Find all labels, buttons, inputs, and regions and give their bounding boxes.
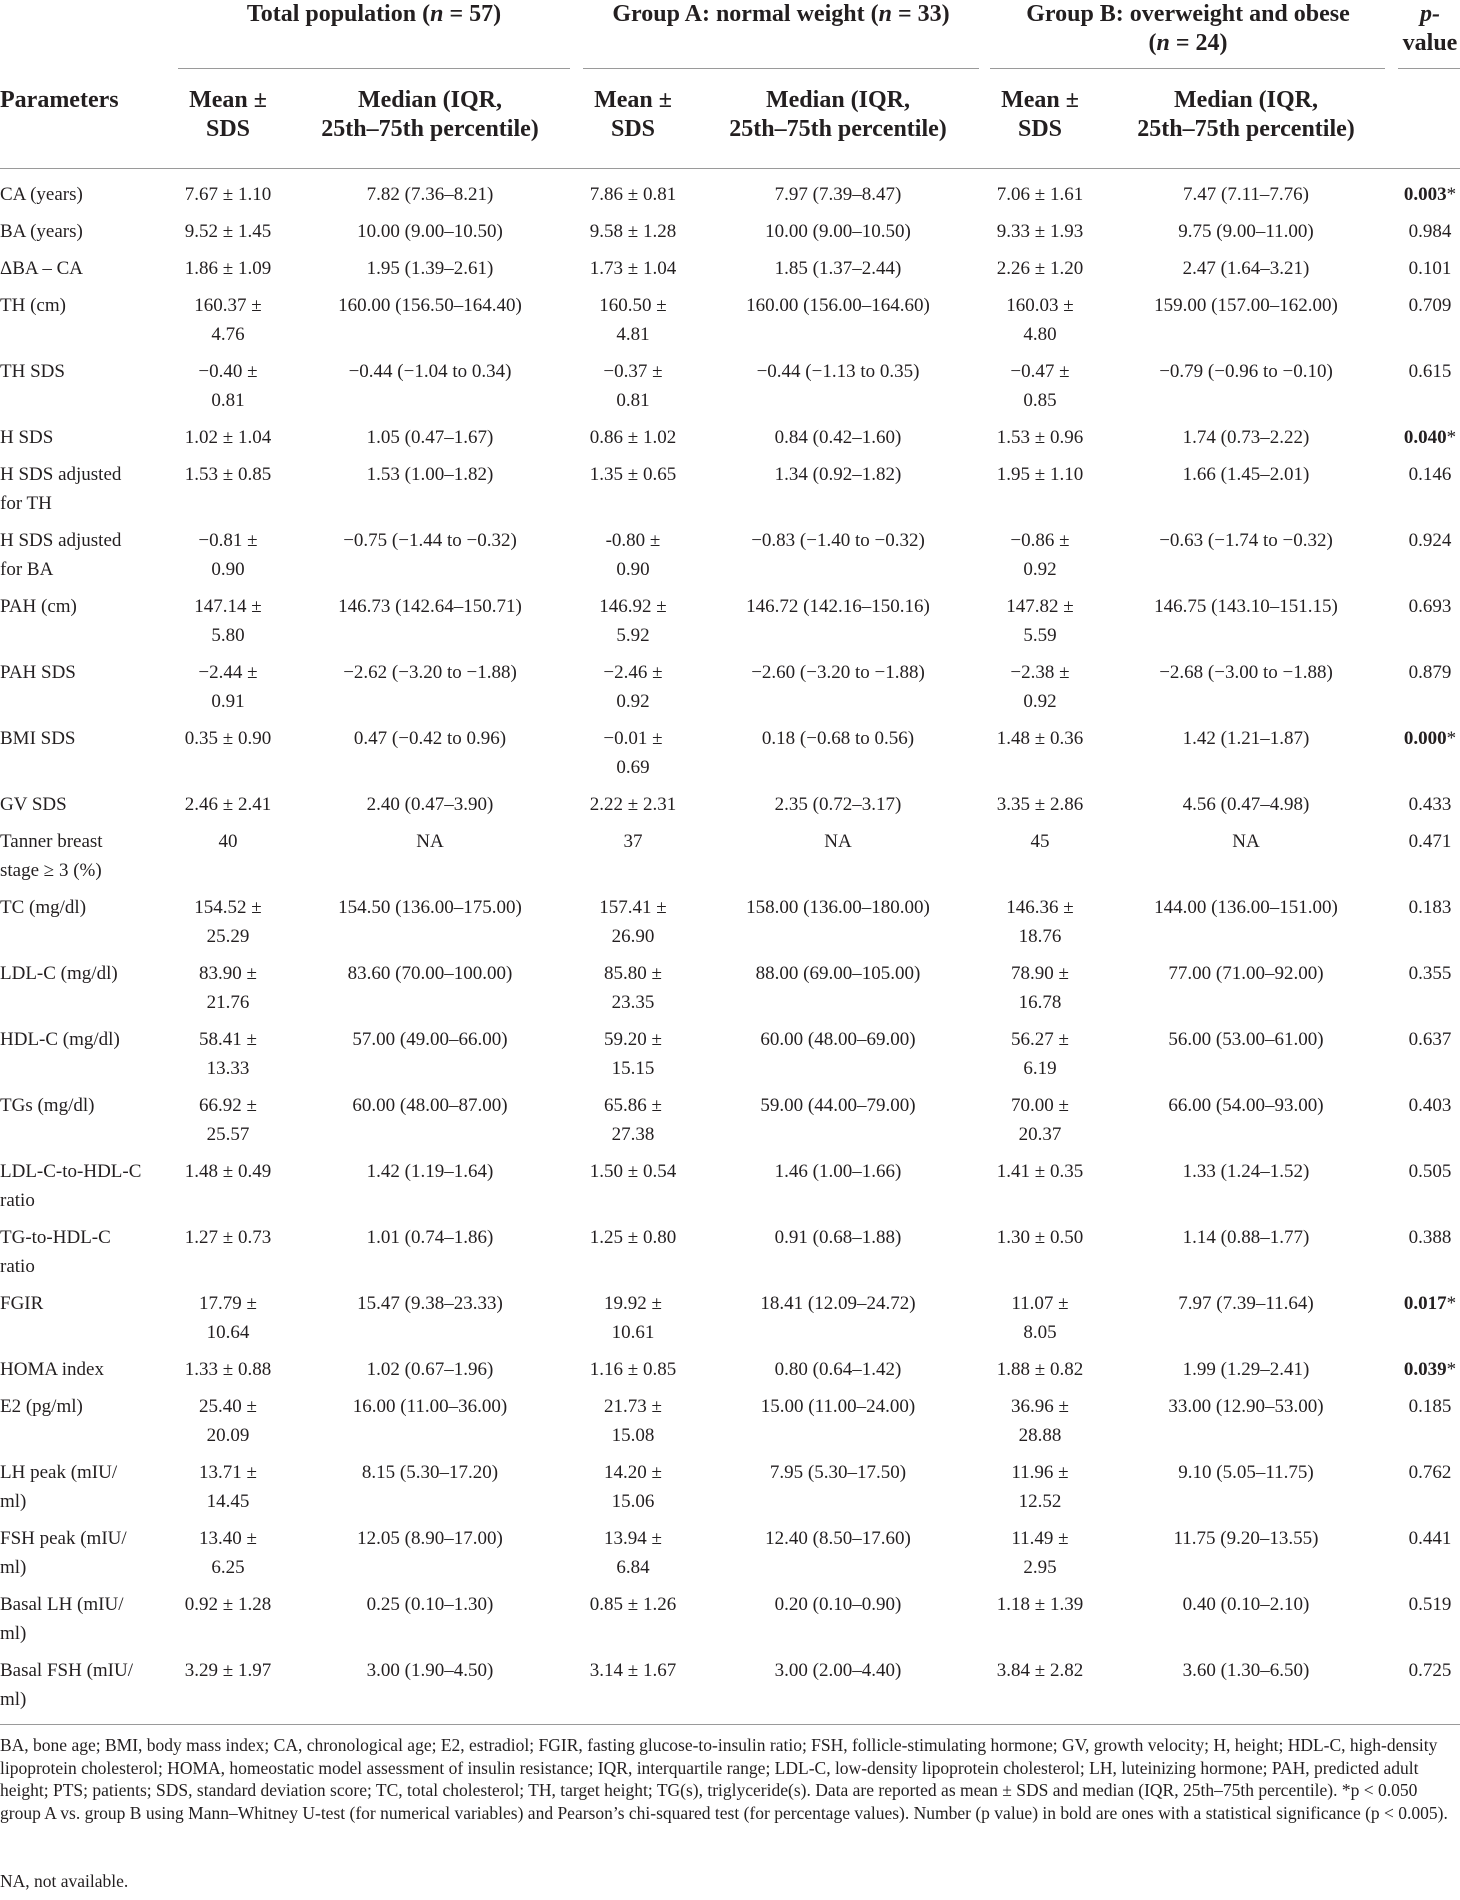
table-row xyxy=(0,1025,1460,1091)
p-value-cell: 0.000* xyxy=(1403,728,1457,749)
total-mean-cell: 25.40 ± 20.09 xyxy=(199,1396,257,1446)
group-a-median-cell: 0.20 (0.10–0.90) xyxy=(774,1594,902,1615)
group-b-mean-cell: 1.18 ± 1.39 xyxy=(996,1594,1084,1615)
group-underline-a xyxy=(583,68,979,69)
group-header-a: Group A: normal weight (n = 33) xyxy=(612,1,950,27)
group-header-total: Total population (n = 57) xyxy=(246,1,502,27)
group-b-mean-cell: 1.53 ± 0.96 xyxy=(996,427,1084,448)
total-mean-cell: 13.40 ± 6.25 xyxy=(199,1528,257,1578)
p-value-cell: 0.355 xyxy=(1408,963,1452,984)
param-cell: PAH SDS xyxy=(0,662,76,683)
group-header-p-value: p- value xyxy=(1402,1,1458,56)
total-median-cell: 154.50 (136.00–175.00) xyxy=(338,897,522,918)
total-mean-cell: 17.79 ± 10.64 xyxy=(199,1293,257,1343)
p-value-cell: 0.725 xyxy=(1408,1660,1452,1681)
total-mean-cell: 13.71 ± 14.45 xyxy=(199,1462,257,1512)
total-median-cell: −2.62 (−3.20 to −1.88) xyxy=(343,662,517,683)
group-b-mean-cell: 2.26 ± 1.20 xyxy=(996,258,1084,279)
p-value-cell: 0.183 xyxy=(1408,897,1452,918)
group-a-mean-cell: 3.14 ± 1.67 xyxy=(589,1660,677,1681)
group-a-median-cell: 18.41 (12.09–24.72) xyxy=(760,1293,916,1314)
param-cell: H SDS xyxy=(0,427,54,448)
p-value-cell: 0.403 xyxy=(1408,1095,1452,1116)
group-b-mean-cell: 1.95 ± 1.10 xyxy=(996,464,1084,485)
group-b-mean-cell: 11.49 ± 2.95 xyxy=(1011,1528,1069,1578)
group-a-mean-cell: 59.20 ± 15.15 xyxy=(604,1029,662,1079)
param-cell: FSH peak (mIU/ ml) xyxy=(0,1528,127,1578)
parameters-header: Parameters xyxy=(0,87,119,113)
total-median-cell: 2.40 (0.47–3.90) xyxy=(366,794,494,815)
group-b-mean-cell: 1.88 ± 0.82 xyxy=(996,1359,1084,1380)
group-a-median-cell: 15.00 (11.00–24.00) xyxy=(760,1396,916,1417)
total-mean-cell: 40 xyxy=(218,831,238,852)
group-b-median-cell: 7.97 (7.39–11.64) xyxy=(1178,1293,1314,1314)
group-underline-b xyxy=(990,68,1385,69)
total-mean-cell: 1.02 ± 1.04 xyxy=(184,427,272,448)
total-median-cell: −0.44 (−1.04 to 0.34) xyxy=(348,361,512,382)
param-cell: BA (years) xyxy=(0,221,83,242)
total-mean-cell: 0.35 ± 0.90 xyxy=(184,728,272,749)
group-header-b: Group B: overweight and obese (n = 24) xyxy=(1026,1,1350,56)
group-a-mean-cell: -0.80 ± 0.90 xyxy=(605,530,661,580)
group-b-median-cell: 1.33 (1.24–1.52) xyxy=(1182,1161,1310,1182)
group-b-median-cell: NA xyxy=(1232,831,1260,852)
param-cell: H SDS adjusted for TH xyxy=(0,464,122,514)
group-b-median-cell: 1.14 (0.88–1.77) xyxy=(1182,1227,1310,1248)
total-mean-cell: 160.37 ± 4.76 xyxy=(194,295,262,345)
param-cell: HOMA index xyxy=(0,1359,104,1380)
group-b-median-cell: 33.00 (12.90–53.00) xyxy=(1168,1396,1324,1417)
total-median-cell: 83.60 (70.00–100.00) xyxy=(347,963,513,984)
param-cell: E2 (pg/ml) xyxy=(0,1396,83,1417)
total-mean-cell: −2.44 ± 0.91 xyxy=(198,662,258,712)
p-value-cell: 0.040* xyxy=(1403,427,1457,448)
group-a-median-cell: 1.85 (1.37–2.44) xyxy=(774,258,902,279)
group-b-median-cell: −2.68 (−3.00 to −1.88) xyxy=(1159,662,1333,683)
p-value-cell: 0.388 xyxy=(1408,1227,1452,1248)
group-a-median-cell: 1.46 (1.00–1.66) xyxy=(774,1161,902,1182)
param-cell: Basal FSH (mIU/ ml) xyxy=(0,1660,133,1710)
group-a-mean-cell: 0.86 ± 1.02 xyxy=(589,427,677,448)
p-value-cell: 0.505 xyxy=(1408,1161,1452,1182)
mean-header-total: Mean ± SDS xyxy=(189,87,267,142)
table-row xyxy=(0,254,1460,291)
total-mean-cell: 1.48 ± 0.49 xyxy=(184,1161,272,1182)
table-row xyxy=(0,291,1460,357)
group-b-median-cell: 66.00 (54.00–93.00) xyxy=(1168,1095,1324,1116)
total-mean-cell: 0.92 ± 1.28 xyxy=(184,1594,272,1615)
param-cell: LDL-C (mg/dl) xyxy=(0,963,118,984)
p-value-cell: 0.984 xyxy=(1408,221,1452,242)
group-b-mean-cell: 70.00 ± 20.37 xyxy=(1011,1095,1069,1145)
group-a-median-cell: 158.00 (136.00–180.00) xyxy=(746,897,930,918)
group-a-mean-cell: 157.41 ± 26.90 xyxy=(599,897,667,947)
group-a-median-cell: −0.44 (−1.13 to 0.35) xyxy=(756,361,920,382)
mean-header-a: Mean ± SDS xyxy=(594,87,672,142)
total-median-cell: 1.95 (1.39–2.61) xyxy=(366,258,494,279)
param-cell: TC (mg/dl) xyxy=(0,897,87,918)
table-row xyxy=(0,217,1460,254)
group-a-median-cell: 7.95 (5.30–17.50) xyxy=(769,1462,907,1483)
group-b-median-cell: −0.63 (−1.74 to −0.32) xyxy=(1159,530,1333,551)
param-cell: FGIR xyxy=(0,1293,44,1314)
total-median-cell: 16.00 (11.00–36.00) xyxy=(352,1396,508,1417)
total-median-cell: 160.00 (156.50–164.40) xyxy=(338,295,522,316)
p-value-cell: 0.615 xyxy=(1408,361,1452,382)
p-value-cell: 0.441 xyxy=(1408,1528,1452,1549)
group-b-mean-cell: 3.84 ± 2.82 xyxy=(996,1660,1084,1681)
group-a-median-cell: 146.72 (142.16–150.16) xyxy=(746,596,930,617)
total-mean-cell: 147.14 ± 5.80 xyxy=(194,596,262,646)
table-row xyxy=(0,658,1460,724)
total-mean-cell: −0.81 ± 0.90 xyxy=(198,530,258,580)
group-b-median-cell: 1.66 (1.45–2.01) xyxy=(1182,464,1310,485)
group-b-median-cell: −0.79 (−0.96 to −0.10) xyxy=(1159,361,1333,382)
total-median-cell: 0.47 (−0.42 to 0.96) xyxy=(353,728,507,749)
group-a-mean-cell: 1.50 ± 0.54 xyxy=(589,1161,677,1182)
group-b-mean-cell: 146.36 ± 18.76 xyxy=(1006,897,1074,947)
footnote-na: NA, not available. xyxy=(0,1871,129,1891)
group-a-median-cell: −0.83 (−1.40 to −0.32) xyxy=(751,530,925,551)
table-row xyxy=(0,592,1460,658)
p-value-cell: 0.762 xyxy=(1408,1462,1452,1483)
p-value-cell: 0.637 xyxy=(1408,1029,1452,1050)
group-a-median-cell: 88.00 (69.00–105.00) xyxy=(755,963,921,984)
group-a-mean-cell: −0.37 ± 0.81 xyxy=(603,361,663,411)
group-b-median-cell: 1.74 (0.73–2.22) xyxy=(1182,427,1310,448)
total-median-cell: 1.02 (0.67–1.96) xyxy=(366,1359,494,1380)
total-median-cell: 1.53 (1.00–1.82) xyxy=(366,464,494,485)
total-median-cell: 12.05 (8.90–17.00) xyxy=(357,1528,503,1549)
table-row xyxy=(0,1524,1460,1590)
total-mean-cell: 2.46 ± 2.41 xyxy=(184,794,272,815)
p-value-cell: 0.471 xyxy=(1408,831,1452,852)
total-mean-cell: −0.40 ± 0.81 xyxy=(198,361,258,411)
total-mean-cell: 1.53 ± 0.85 xyxy=(184,464,272,485)
median-header-total: Median (IQR, 25th–75th percentile) xyxy=(321,87,539,142)
group-b-mean-cell: 11.07 ± 8.05 xyxy=(1011,1293,1069,1343)
group-a-mean-cell: 146.92 ± 5.92 xyxy=(599,596,667,646)
p-value-cell: 0.017* xyxy=(1403,1293,1457,1314)
total-mean-cell: 1.86 ± 1.09 xyxy=(184,258,272,279)
total-mean-cell: 154.52 ± 25.29 xyxy=(194,897,262,947)
table-row xyxy=(0,959,1460,1025)
param-cell: CA (years) xyxy=(0,184,83,205)
param-cell: TG-to-HDL-C ratio xyxy=(0,1227,111,1277)
group-a-median-cell: 1.34 (0.92–1.82) xyxy=(774,464,902,485)
group-a-mean-cell: 2.22 ± 2.31 xyxy=(589,794,677,815)
footnote-abbreviations: BA, bone age; BMI, body mass index; CA, chronological age; E2, estradiol; FGIR, fasting glucose-to-insulin ratio; FSH, follicle-stimulating hormone; GV, growth velocity; H, height; HDL-C, high-density lipoprotein cholesterol; HOMA, homeostatic model assessment of insulin resistance; IQR, interquartile range; LDL-C, low-density lipoprotein cholesterol; LH, luteinizing hormone; PAH, predicted adult height; PTS; patients; SDS, standard deviation score; TC, total cholesterol; TH, target height; TG(s), triglyceride(s). Data are reported as mean ± SDS and median (IQR, 25th–75th percentile). *p < 0.050 group A vs. group B using Mann–Whitney U-test (for numerical variables) and Pearson’s chi-squared test (for percentage values). Number (p value) in bold are ones with a statistical significance (p < 0.005). xyxy=(0,1735,1448,1823)
p-value-cell: 0.693 xyxy=(1408,596,1452,617)
group-a-mean-cell: 13.94 ± 6.84 xyxy=(604,1528,662,1578)
table-row xyxy=(0,1289,1460,1355)
total-median-cell: 146.73 (142.64–150.71) xyxy=(338,596,522,617)
group-a-mean-cell: 9.58 ± 1.28 xyxy=(589,221,677,242)
group-b-median-cell: 9.10 (5.05–11.75) xyxy=(1178,1462,1314,1483)
group-b-median-cell: 9.75 (9.00–11.00) xyxy=(1178,221,1314,242)
total-median-cell: 8.15 (5.30–17.20) xyxy=(361,1462,499,1483)
param-cell: LH peak (mIU/ ml) xyxy=(0,1462,118,1512)
group-a-mean-cell: 37 xyxy=(623,831,643,852)
median-header-a: Median (IQR, 25th–75th percentile) xyxy=(729,87,947,142)
group-a-mean-cell: 160.50 ± 4.81 xyxy=(599,295,667,345)
p-value-cell: 0.039* xyxy=(1403,1359,1457,1380)
table-row xyxy=(0,180,1460,217)
group-b-mean-cell: −0.47 ± 0.85 xyxy=(1010,361,1070,411)
group-b-median-cell: 4.56 (0.47–4.98) xyxy=(1182,794,1310,815)
p-value-cell: 0.146 xyxy=(1408,464,1452,485)
group-a-mean-cell: 85.80 ± 23.35 xyxy=(604,963,662,1013)
table-row xyxy=(0,1392,1460,1458)
table-row xyxy=(0,827,1460,893)
table-row xyxy=(0,423,1460,460)
total-median-cell: 15.47 (9.38–23.33) xyxy=(357,1293,503,1314)
param-cell: HDL-C (mg/dl) xyxy=(0,1029,120,1050)
total-mean-cell: 3.29 ± 1.97 xyxy=(184,1660,272,1681)
group-b-median-cell: 2.47 (1.64–3.21) xyxy=(1182,258,1310,279)
param-cell: TH SDS xyxy=(0,361,65,382)
group-b-mean-cell: 11.96 ± 12.52 xyxy=(1011,1462,1069,1512)
group-a-median-cell: NA xyxy=(824,831,852,852)
total-median-cell: NA xyxy=(416,831,444,852)
p-value-cell: 0.003* xyxy=(1403,184,1457,205)
total-mean-cell: 83.90 ± 21.76 xyxy=(199,963,257,1013)
group-a-mean-cell: 19.92 ± 10.61 xyxy=(604,1293,662,1343)
total-median-cell: 57.00 (49.00–66.00) xyxy=(352,1029,508,1050)
total-median-cell: 7.82 (7.36–8.21) xyxy=(366,184,494,205)
group-b-mean-cell: 1.41 ± 0.35 xyxy=(996,1161,1084,1182)
group-a-median-cell: 12.40 (8.50–17.60) xyxy=(765,1528,911,1549)
group-b-mean-cell: −2.38 ± 0.92 xyxy=(1010,662,1070,712)
table-row xyxy=(0,1355,1460,1392)
group-b-median-cell: 77.00 (71.00–92.00) xyxy=(1168,963,1324,984)
group-a-median-cell: 7.97 (7.39–8.47) xyxy=(774,184,902,205)
group-b-mean-cell: 3.35 ± 2.86 xyxy=(996,794,1084,815)
group-b-mean-cell: 160.03 ± 4.80 xyxy=(1006,295,1074,345)
group-b-mean-cell: 56.27 ± 6.19 xyxy=(1011,1029,1069,1079)
table-row xyxy=(0,1656,1460,1722)
group-b-median-cell: 1.42 (1.21–1.87) xyxy=(1182,728,1310,749)
p-value-cell: 0.924 xyxy=(1408,530,1452,551)
group-b-mean-cell: 9.33 ± 1.93 xyxy=(996,221,1084,242)
total-median-cell: 10.00 (9.00–10.50) xyxy=(357,221,503,242)
table-body xyxy=(0,180,1460,1722)
table-row xyxy=(0,790,1460,827)
group-b-median-cell: 11.75 (9.20–13.55) xyxy=(1173,1528,1319,1549)
group-a-mean-cell: 14.20 ± 15.06 xyxy=(604,1462,662,1512)
total-median-cell: 1.42 (1.19–1.64) xyxy=(366,1161,494,1182)
mean-header-b: Mean ± SDS xyxy=(1001,87,1079,142)
param-cell: TH (cm) xyxy=(0,295,66,316)
p-value-cell: 0.185 xyxy=(1408,1396,1452,1417)
param-cell: PAH (cm) xyxy=(0,596,77,617)
total-median-cell: 1.05 (0.47–1.67) xyxy=(366,427,494,448)
group-a-median-cell: 0.18 (−0.68 to 0.56) xyxy=(761,728,915,749)
table-row xyxy=(0,1091,1460,1157)
group-b-median-cell: 56.00 (53.00–61.00) xyxy=(1168,1029,1324,1050)
table-row xyxy=(0,357,1460,423)
group-a-median-cell: 10.00 (9.00–10.50) xyxy=(765,221,911,242)
param-cell: H SDS adjusted for BA xyxy=(0,530,122,580)
total-median-cell: 3.00 (1.90–4.50) xyxy=(366,1660,494,1681)
p-value-cell: 0.519 xyxy=(1408,1594,1452,1615)
table-row xyxy=(0,1157,1460,1223)
group-b-mean-cell: −0.86 ± 0.92 xyxy=(1010,530,1070,580)
group-a-mean-cell: 65.86 ± 27.38 xyxy=(604,1095,662,1145)
header-rule xyxy=(0,168,1460,169)
group-a-mean-cell: 0.85 ± 1.26 xyxy=(589,1594,677,1615)
total-mean-cell: 7.67 ± 1.10 xyxy=(184,184,272,205)
param-cell: LDL-C-to-HDL-C ratio xyxy=(0,1161,142,1211)
group-a-mean-cell: −0.01 ± 0.69 xyxy=(603,728,663,778)
p-value-cell: 0.101 xyxy=(1408,258,1452,279)
table-row xyxy=(0,724,1460,790)
p-value-cell: 0.879 xyxy=(1408,662,1452,683)
group-a-mean-cell: 21.73 ± 15.08 xyxy=(604,1396,662,1446)
group-a-mean-cell: 1.35 ± 0.65 xyxy=(589,464,677,485)
group-b-mean-cell: 45 xyxy=(1030,831,1050,852)
table-row xyxy=(0,460,1460,526)
group-underline-total xyxy=(178,68,570,69)
param-cell: Tanner breast stage ≥ 3 (%) xyxy=(0,831,103,881)
median-header-b: Median (IQR, 25th–75th percentile) xyxy=(1137,87,1355,142)
group-a-median-cell: 0.91 (0.68–1.88) xyxy=(774,1227,902,1248)
group-b-mean-cell: 7.06 ± 1.61 xyxy=(996,184,1084,205)
total-median-cell: 0.25 (0.10–1.30) xyxy=(366,1594,494,1615)
total-median-cell: 60.00 (48.00–87.00) xyxy=(352,1095,508,1116)
table-row xyxy=(0,1590,1460,1656)
table-row xyxy=(0,1223,1460,1289)
group-b-mean-cell: 36.96 ± 28.88 xyxy=(1011,1396,1069,1446)
group-a-median-cell: 0.84 (0.42–1.60) xyxy=(774,427,902,448)
group-a-mean-cell: 1.25 ± 0.80 xyxy=(589,1227,677,1248)
group-b-median-cell: 159.00 (157.00–162.00) xyxy=(1154,295,1338,316)
group-a-mean-cell: 7.86 ± 0.81 xyxy=(589,184,677,205)
group-a-median-cell: 2.35 (0.72–3.17) xyxy=(774,794,902,815)
param-cell: TGs (mg/dl) xyxy=(0,1095,95,1116)
param-cell: Basal LH (mIU/ ml) xyxy=(0,1594,124,1644)
group-b-mean-cell: 147.82 ± 5.59 xyxy=(1006,596,1074,646)
table-row xyxy=(0,1458,1460,1524)
table-row xyxy=(0,526,1460,592)
group-a-median-cell: 59.00 (44.00–79.00) xyxy=(760,1095,916,1116)
group-a-median-cell: −2.60 (−3.20 to −1.88) xyxy=(751,662,925,683)
group-a-median-cell: 3.00 (2.00–4.40) xyxy=(774,1660,902,1681)
group-a-median-cell: 0.80 (0.64–1.42) xyxy=(774,1359,902,1380)
total-mean-cell: 58.41 ± 13.33 xyxy=(199,1029,257,1079)
param-cell: GV SDS xyxy=(0,794,67,815)
group-b-median-cell: 0.40 (0.10–2.10) xyxy=(1182,1594,1310,1615)
group-b-mean-cell: 1.48 ± 0.36 xyxy=(996,728,1084,749)
group-b-median-cell: 1.99 (1.29–2.41) xyxy=(1182,1359,1310,1380)
p-value-cell: 0.433 xyxy=(1408,794,1452,815)
group-b-median-cell: 3.60 (1.30–6.50) xyxy=(1182,1660,1310,1681)
group-b-mean-cell: 1.30 ± 0.50 xyxy=(996,1227,1084,1248)
group-underline-p xyxy=(1398,68,1460,69)
group-a-mean-cell: 1.16 ± 0.85 xyxy=(589,1359,677,1380)
total-mean-cell: 1.27 ± 0.73 xyxy=(184,1227,272,1248)
group-b-median-cell: 146.75 (143.10–151.15) xyxy=(1154,596,1338,617)
total-mean-cell: 9.52 ± 1.45 xyxy=(184,221,272,242)
table-row xyxy=(0,893,1460,959)
group-b-mean-cell: 78.90 ± 16.78 xyxy=(1011,963,1069,1013)
param-cell: BMI SDS xyxy=(0,728,76,749)
group-b-median-cell: 7.47 (7.11–7.76) xyxy=(1183,184,1309,205)
total-mean-cell: 66.92 ± 25.57 xyxy=(199,1095,257,1145)
group-a-median-cell: 160.00 (156.00–164.60) xyxy=(746,295,930,316)
group-a-mean-cell: −2.46 ± 0.92 xyxy=(603,662,663,712)
total-median-cell: 1.01 (0.74–1.86) xyxy=(366,1227,494,1248)
group-a-mean-cell: 1.73 ± 1.04 xyxy=(589,258,677,279)
total-median-cell: −0.75 (−1.44 to −0.32) xyxy=(343,530,517,551)
group-b-median-cell: 144.00 (136.00–151.00) xyxy=(1154,897,1338,918)
table-bottom-rule xyxy=(0,1724,1460,1725)
group-a-median-cell: 60.00 (48.00–69.00) xyxy=(760,1029,916,1050)
total-mean-cell: 1.33 ± 0.88 xyxy=(184,1359,272,1380)
p-value-cell: 0.709 xyxy=(1408,295,1452,316)
param-cell: ΔBA – CA xyxy=(0,258,83,279)
